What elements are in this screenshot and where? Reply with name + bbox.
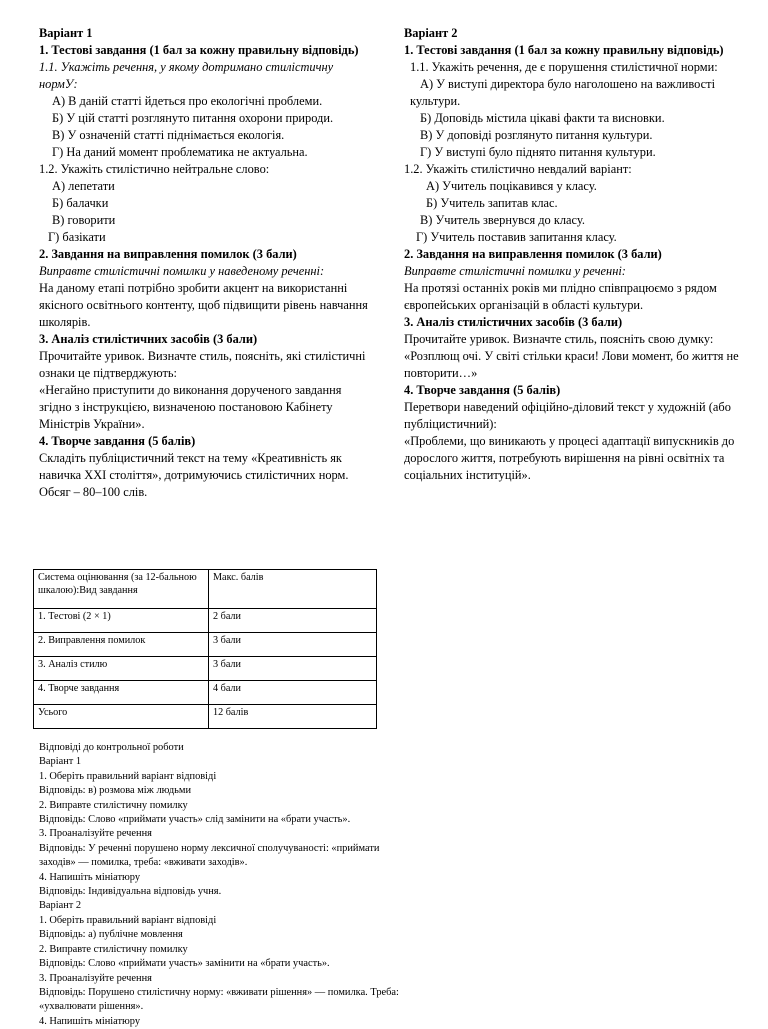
v1-section-3-quote: «Негайно приступити до виконання дорученого завдання згідно з інструкцією, визначеною постановою Кабінету Міністрів України». bbox=[39, 383, 342, 431]
v2-q12-option-b: Б) Учитель запитав клас. bbox=[426, 196, 558, 210]
answer-line: 1. Оберіть правильний варіант відповіді bbox=[39, 914, 217, 926]
v1-question-1-1: 1.1. Укажіть речення, у якому дотримано стилістичну нормУ: bbox=[39, 60, 334, 91]
v2-section-4-instruction: Перетвори наведений офіційно-діловий текст у художній (або публіцистичний): bbox=[404, 400, 731, 431]
answers-v2-title: Варіант 2 bbox=[39, 900, 82, 912]
grading-cell-task: 4. Творче завдання bbox=[34, 681, 209, 705]
v2-q11-option-a: А) У виступі директора було наголошено на важливості культури. bbox=[410, 77, 716, 108]
v1-section-2-instruction: Виправте стилістичні помилки у наведеному реченні: bbox=[39, 264, 325, 278]
answer-line: 3. Проаналізуйте речення bbox=[39, 972, 152, 984]
v2-q12-option-a: А) Учитель поцікавився у класу. bbox=[426, 179, 597, 193]
variant-1-title: Варіант 1 bbox=[39, 26, 93, 40]
grading-table bbox=[33, 569, 377, 729]
v2-q11-option-b: Б) Доповідь містила цікаві факти та висновки. bbox=[420, 111, 665, 125]
v1-section-1-title: 1. Тестові завдання (1 бал за кожну правильну відповідь) bbox=[39, 43, 359, 57]
grading-header-max: Макс. балів bbox=[209, 570, 377, 609]
v1-q11-option-a: А) В даній статті йдеться про екологічні проблеми. bbox=[52, 94, 323, 108]
table-row bbox=[34, 681, 377, 705]
v1-section-3-instruction: Прочитайте уривок. Визначте стиль, поясніть, які стилістичні ознаки це підтверджують: bbox=[39, 349, 366, 380]
v2-section-3-quote: «Розплющ очі. У світі стільки краси! Лови момент, бо життя не повторити…» bbox=[404, 349, 739, 380]
variant-2-title: Варіант 2 bbox=[404, 26, 458, 40]
v2-question-1-2: 1.2. Укажіть стилістично невдалий варіант: bbox=[404, 162, 632, 176]
v1-q11-option-d: Г) На даний момент проблематика не актуальна. bbox=[52, 145, 308, 159]
answer-line: 2. Виправте стилістичну помилку bbox=[39, 799, 188, 811]
grading-cell-points: 3 бали bbox=[209, 633, 377, 657]
v2-section-4-quote: «Проблеми, що виникають у процесі адаптації випускників до дорослого життя, потребують вирішення на рівні освітніх та соціальних інституцій». bbox=[404, 434, 735, 482]
grading-cell-points: 2 бали bbox=[209, 609, 377, 633]
answer-line: 3. Проаналізуйте речення bbox=[39, 828, 152, 840]
table-row bbox=[34, 657, 377, 681]
v2-section-3-instruction: Прочитайте уривок. Визначте стиль, поясніть свою думку: bbox=[404, 332, 714, 346]
answer-line: 2. Виправте стилістичну помилку bbox=[39, 943, 188, 955]
v1-section-4-title: 4. Творче завдання (5 балів) bbox=[39, 434, 196, 448]
answer-line: Відповідь: Слово «приймати участь» замінити на «брати участь». bbox=[39, 958, 330, 970]
v1-q12-option-b: Б) балачки bbox=[52, 196, 109, 210]
v2-section-1-title: 1. Тестові завдання (1 бал за кожну правильну відповідь) bbox=[404, 43, 724, 57]
grading-cell-task: 1. Тестові (2 × 1) bbox=[34, 609, 209, 633]
v1-section-2-title: 2. Завдання на виправлення помилок (3 бали) bbox=[39, 247, 297, 261]
answer-line: Відповідь: в) розмова між людьми bbox=[39, 785, 192, 797]
grading-cell-points: 3 бали bbox=[209, 657, 377, 681]
answers-title: Відповіді до контрольної роботи bbox=[39, 742, 184, 753]
v2-section-2-title: 2. Завдання на виправлення помилок (3 бали) bbox=[404, 247, 662, 261]
v2-q12-option-d: Г) Учитель поставив запитання класу. bbox=[416, 230, 617, 244]
answer-line: Відповідь: Індивідуальна відповідь учня. bbox=[39, 886, 222, 898]
answer-line: Відповідь: Слово «приймати участь» слід замінити на «брати участь». bbox=[39, 814, 351, 826]
v1-q11-option-b: Б) У цій статті розглянуто питання охорони природи. bbox=[52, 111, 334, 125]
v2-section-3-title: 3. Аналіз стилістичних засобів (3 бали) bbox=[404, 315, 623, 329]
v2-q11-option-d: Г) У виступі було піднято питання культури. bbox=[420, 145, 656, 159]
grading-cell-points: 4 бали bbox=[209, 681, 377, 705]
grading-cell-task: 2. Виправлення помилок bbox=[34, 633, 209, 657]
variant-1 bbox=[39, 25, 369, 501]
grading-cell-task: 3. Аналіз стилю bbox=[34, 657, 209, 681]
grading-header-row bbox=[34, 570, 377, 609]
grading-cell-task: Усього bbox=[34, 705, 209, 729]
v2-section-2-instruction: Виправте стилістичні помилки у реченні: bbox=[404, 264, 626, 278]
v2-section-4-title: 4. Творче завдання (5 балів) bbox=[404, 383, 561, 397]
v2-section-2-text: На протязі останніх років ми плідно співпрацюємо з рядом європейських організацій в області культури. bbox=[404, 281, 717, 312]
table-row bbox=[34, 609, 377, 633]
table-row bbox=[34, 705, 377, 729]
table-row bbox=[34, 633, 377, 657]
answer-line: Відповідь: У реченні порушено норму лексичної сполучуваності: «приймати заходів» — помилка, треба: «вживати заходів». bbox=[39, 842, 380, 869]
v1-section-2-text: На даному етапі потрібно зробити акцент на використанні якісного освітнього контенту, щоб підвищити рівень навчання школярів. bbox=[39, 281, 368, 329]
v2-question-1-1: 1.1. Укажіть речення, де є порушення стилістичної норми: bbox=[410, 60, 718, 74]
answer-line: 4. Напишіть мініатюру bbox=[39, 871, 141, 883]
answer-line: 1. Оберіть правильний варіант відповіді bbox=[39, 770, 217, 782]
v2-q11-option-c: В) У доповіді розглянуто питання культури. bbox=[420, 128, 653, 142]
v1-q11-option-c: В) У означеній статті піднімається екологія. bbox=[52, 128, 285, 142]
v1-section-3-title: 3. Аналіз стилістичних засобів (3 бали) bbox=[39, 332, 258, 346]
v1-q12-option-a: А) лепетати bbox=[52, 179, 115, 193]
v1-section-4-text: Складіть публіцистичний текст на тему «Креативність як навичка XXI століття», дотримуючись стилістичних норм. Обсяг – 80–100 слів. bbox=[39, 451, 349, 499]
variant-2 bbox=[404, 25, 739, 484]
answers-section bbox=[39, 741, 399, 1029]
answer-line: 4. Напишіть мініатюру bbox=[39, 1015, 141, 1027]
answer-line: Відповідь: а) публічне мовлення bbox=[39, 929, 183, 941]
answers-v1-title: Варіант 1 bbox=[39, 756, 82, 768]
v1-q12-option-c: В) говорити bbox=[52, 213, 116, 227]
v1-question-1-2: 1.2. Укажіть стилістично нейтральне слово: bbox=[39, 162, 270, 176]
v2-q12-option-c: В) Учитель звернувся до класу. bbox=[420, 213, 585, 227]
v1-q12-option-d: Г) базікати bbox=[48, 230, 106, 244]
grading-cell-points: 12 балів bbox=[209, 705, 377, 729]
answer-line: Відповідь: Порушено стилістичну норму: «вживати рішення» — помилка. Треба: «ухвалювати рішення». bbox=[39, 986, 399, 1013]
grading-header-task: Система оцінювання (за 12-бальною шкалою):Вид завдання bbox=[34, 570, 209, 609]
